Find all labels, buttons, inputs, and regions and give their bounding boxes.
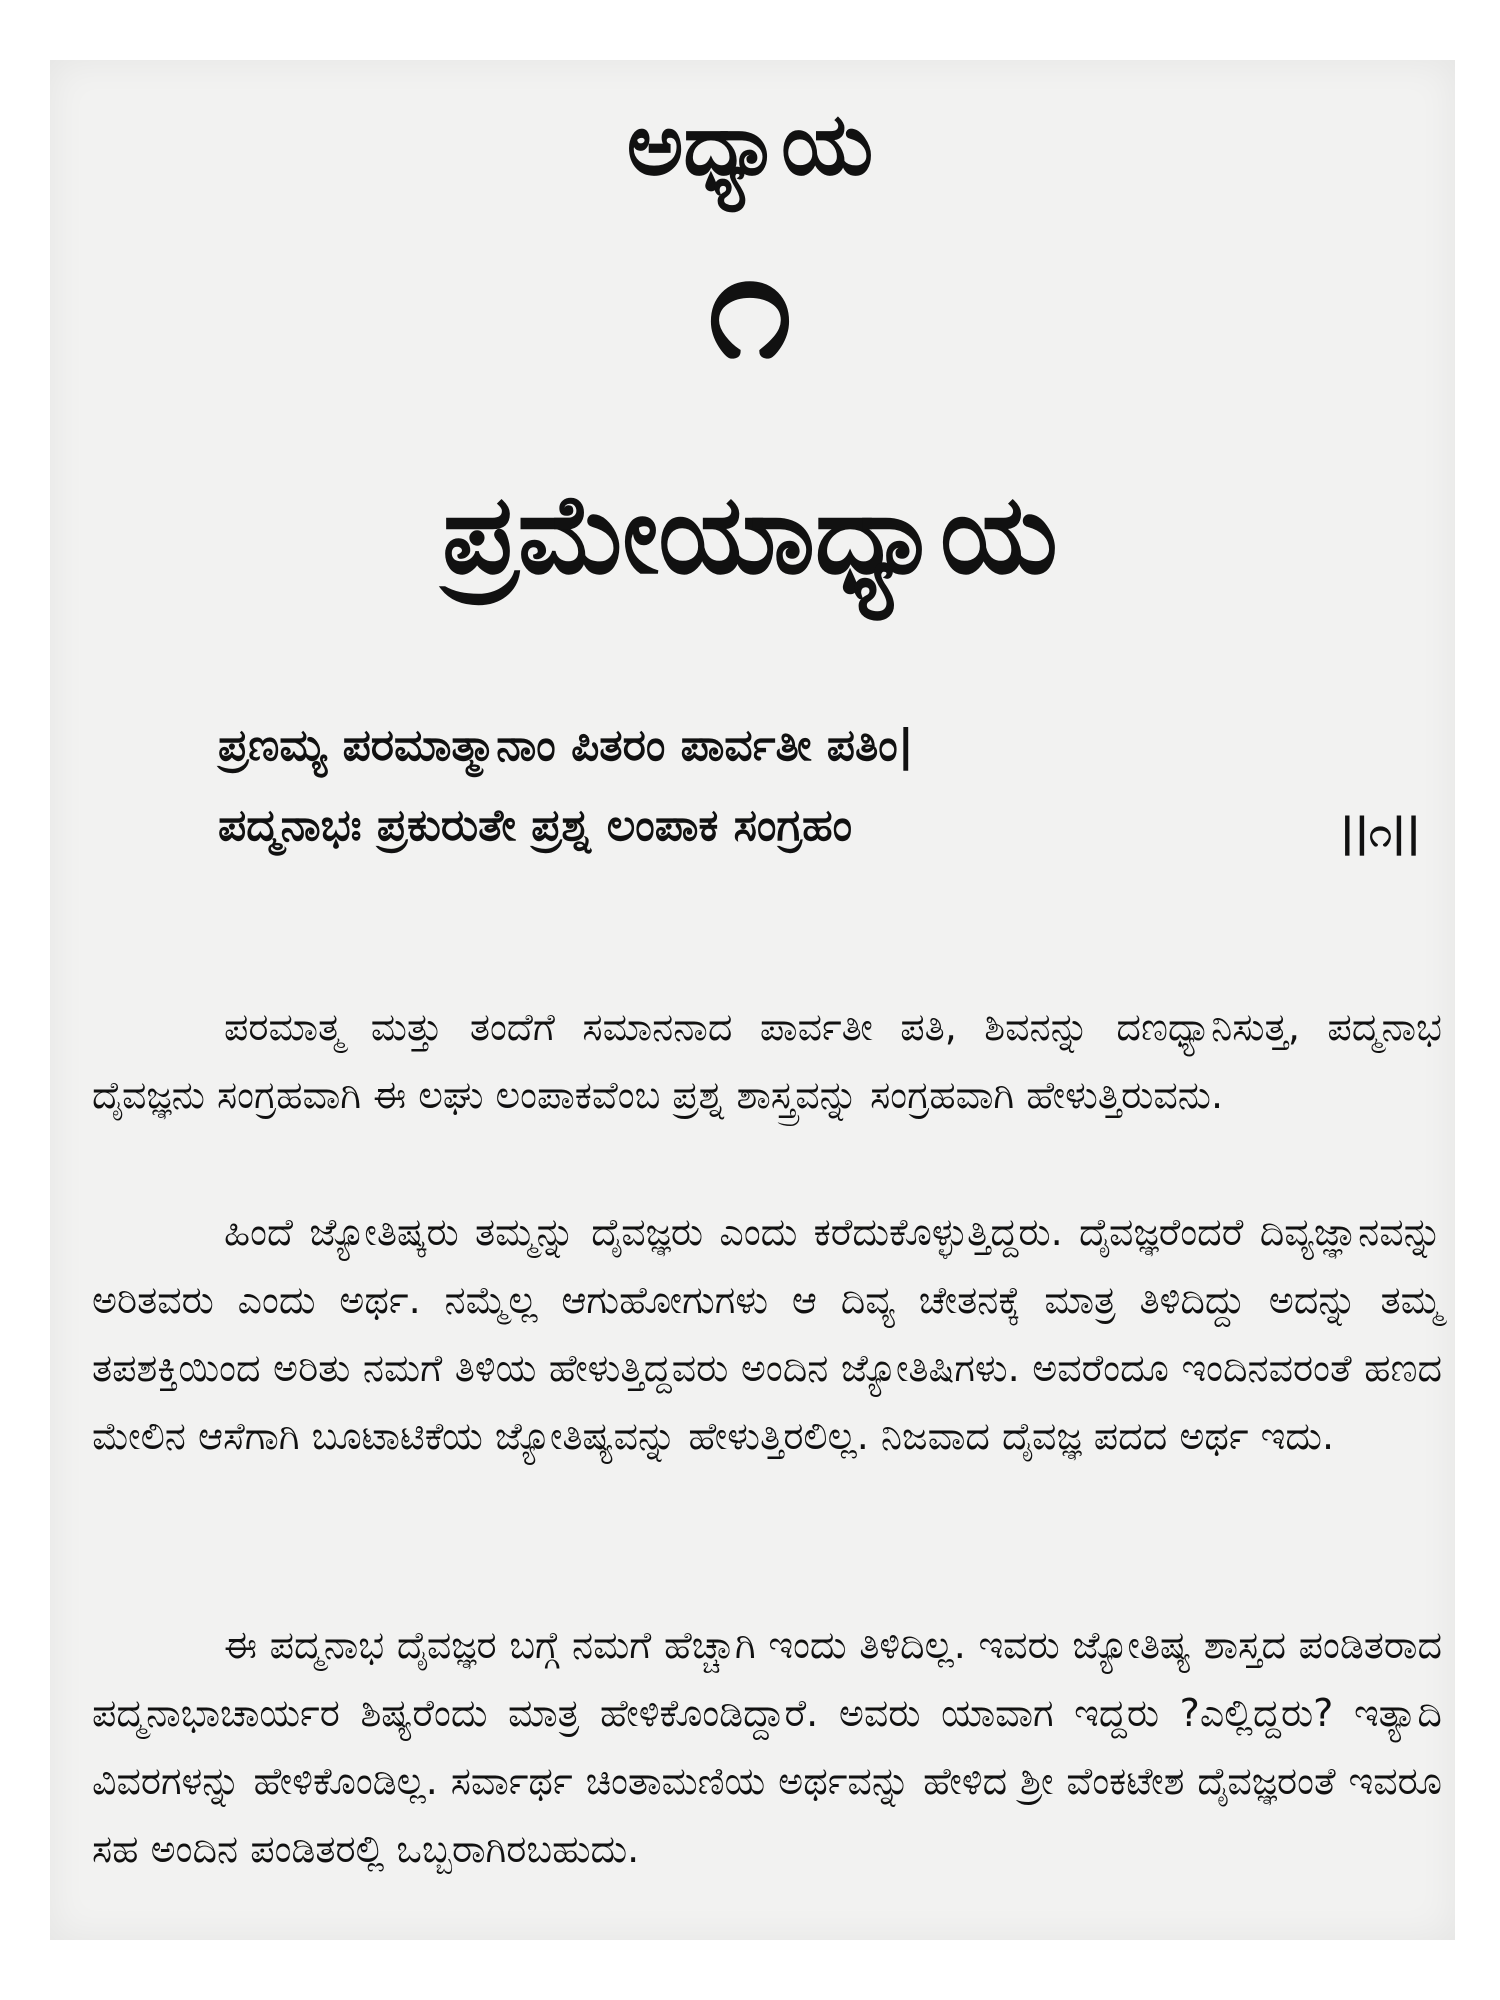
chapter-title: ಪ್ರಮೇಯಾಧ್ಯಾಯ	[442, 470, 1058, 598]
verse-line-2: ಪದ್ಮನಾಭಃ ಪ್ರಕುರುತೇ ಪ್ರಶ್ನ ಲಂಪಾಕ ಸಂಗ್ರಹಂ	[218, 800, 853, 851]
chapter-label: ಅಧ್ಯಾಯ	[626, 95, 874, 195]
paragraph-1: ಪರಮಾತ್ಮ ಮತ್ತು ತಂದೆಗೆ ಸಮಾನನಾದ ಪಾರ್ವತೀ ಪತಿ, ಶಿವನನ್ನು ದಣಧ್ಯಾನಿಸುತ್ತ, ಪದ್ಮನಾಭ ದೈವಜ್ಞನು ಸಂಗ್ರಹವಾಗಿ ಈ ಲಘು ಲಂಪಾಕವೆಂಬ ಪ್ರಶ್ನ ಶಾಸ್ತ್ರವನ್ನು ಸಂಗ್ರಹವಾಗಿ ಹೇಳುತ್ತಿರುವನು.	[92, 1005, 1442, 1117]
paragraph-2: ಹಿಂದೆ ಜ್ಯೋತಿಷ್ಕರು ತಮ್ಮನ್ನು ದೈವಜ್ಞರು ಎಂದು ಕರೆದುಕೊಳ್ಳುತ್ತಿದ್ದರು. ದೈವಜ್ಞರೆಂದರೆ ದಿವ್ಯಜ್ಞಾನವನ್ನು ಅರಿತವರು ಎಂದು ಅರ್ಥ. ನಮ್ಮೆಲ್ಲ ಆಗುಹೋಗುಗಳು ಆ ದಿವ್ಯ ಚೇತನಕ್ಕೆ ಮಾತ್ರ ತಿಳಿದಿದ್ದು ಅದನ್ನು ತಮ್ಮ ತಪಶಕ್ತಿಯಿಂದ ಅರಿತು ನಮಗೆ ತಿಳಿಯ ಹೇಳುತ್ತಿದ್ದವರು ಅಂದಿನ ಜ್ಯೋತಿಷಿಗಳು. ಅವರೆಂದೂ ಇಂದಿನವರಂತೆ ಹಣದ ಮೇಲಿನ ಆಸೆಗಾಗಿ ಬೂಟಾಟಿಕೆಯ ಜ್ಯೋತಿಷ್ಯವನ್ನು ಹೇಳುತ್ತಿರಲಿಲ್ಲ. ನಿಜವಾದ ದೈವಜ್ಞ ಪದದ ಅರ್ಥ ಇದು.	[92, 1210, 1442, 1458]
verse-number: ||೧||	[1340, 810, 1421, 856]
paragraph-3: ಈ ಪದ್ಮನಾಭ ದೈವಜ್ಞರ ಬಗ್ಗೆ ನಮಗೆ ಹೆಚ್ಚಾಗಿ ಇಂದು ತಿಳಿದಿಲ್ಲ. ಇವರು ಜ್ಯೋತಿಷ್ಯ ಶಾಸ್ತದ ಪಂಡಿತರಾದ ಪದ್ಮನಾಭಾಚಾರ್ಯರ ಶಿಷ್ಯರೆಂದು ಮಾತ್ರ ಹೇಳಿಕೊಂಡಿದ್ದಾರೆ. ಅವರು ಯಾವಾಗ ಇದ್ದರು ?ಎಲ್ಲಿದ್ದರು? ಇತ್ಯಾದಿ ವಿವರಗಳನ್ನು ಹೇಳಿಕೊಂಡಿಲ್ಲ. ಸರ್ವಾರ್ಥ ಚಿಂತಾಮಣಿಯ ಅರ್ಥವನ್ನು ಹೇಳಿದ ಶ್ರೀ ವೆಂಕಟೇಶ ದೈವಜ್ಞರಂತೆ ಇವರೂ ಸಹ ಅಂದಿನ ಪಂಡಿತರಲ್ಲಿ ಒಬ್ಬರಾಗಿರಬಹುದು.	[92, 1623, 1442, 1871]
verse-line-1: ಪ್ರಣಮ್ಯ ಪರಮಾತ್ಮಾನಾಂ ಪಿತರಂ ಪಾರ್ವತೀ ಪತಿಂ|	[218, 720, 914, 771]
chapter-number: ೧	[707, 218, 792, 392]
